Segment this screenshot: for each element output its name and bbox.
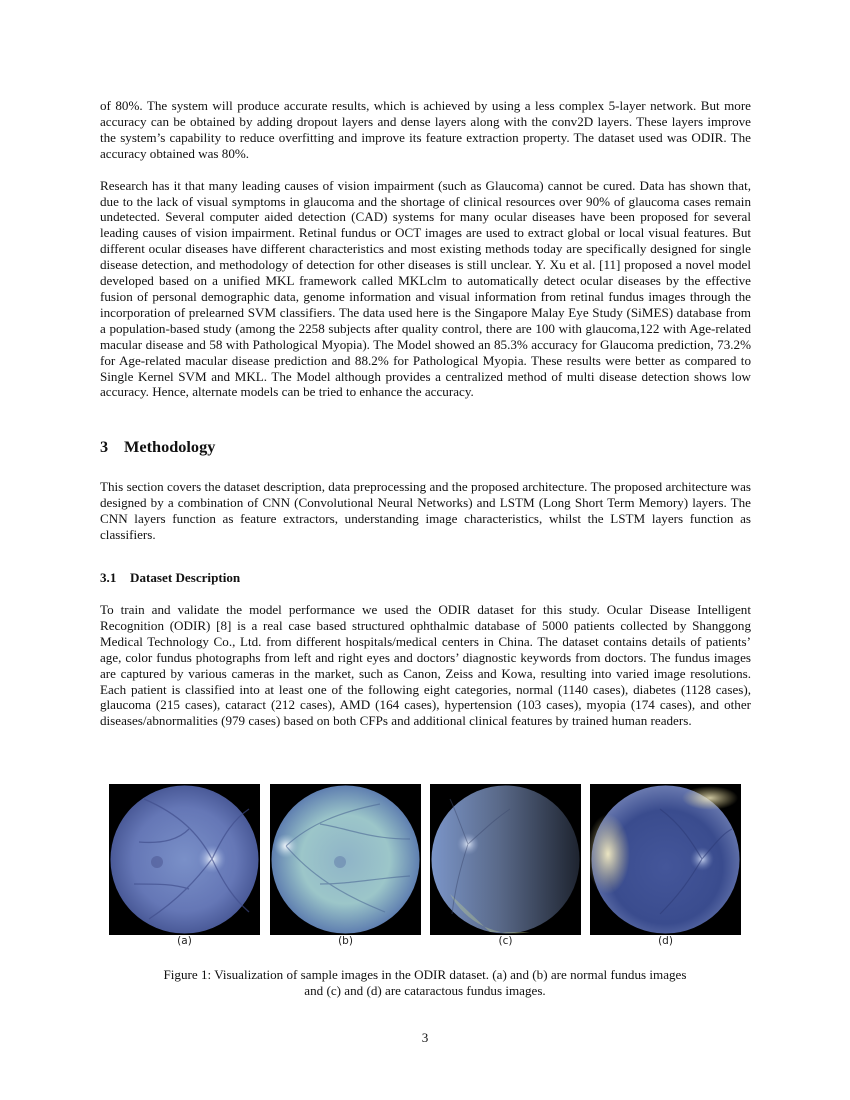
page-number: 3 bbox=[421, 1030, 429, 1045]
subsection-number: 3.1 bbox=[100, 570, 117, 585]
sublabel-a: (a) bbox=[177, 935, 192, 947]
figure-images bbox=[109, 784, 741, 936]
subsection-heading bbox=[100, 570, 240, 586]
section-title: Methodology bbox=[124, 437, 216, 456]
subsection-title: Dataset Description bbox=[130, 570, 241, 585]
fundus-image-d bbox=[590, 784, 741, 935]
dataset-text-block bbox=[100, 602, 751, 729]
section-number: 3 bbox=[100, 437, 109, 456]
body-text-block bbox=[100, 98, 751, 400]
figure-caption: Figure 1: Visualization of sample images in the ODIR dataset. (a) and (b) are normal fundus images and (c) and (d) are cataractous fundus images. bbox=[163, 967, 687, 998]
sublabel-d: (d) bbox=[658, 935, 673, 947]
paragraph-related-work: Research has it that many leading causes of vision impairment (such as Glaucoma) cannot be cured. Data has shown that, due to the lack of visual symptoms in glaucoma and the shortage of clinical resources over 90% of glaucoma cases remain undetected. Several computer aided detection (CAD) systems for many ocular diseases have been proposed for several leading causes of vision impairment. Retinal fundus or OCT images are used to extract global or local visual features. But different ocular diseases have different characteristics and most existing methods today are specifically designed for single disease detection, and methodology of detection for other diseases is still unclear. Y. Xu et al. [11] proposed a novel model developed based on a unified MKL framework called MKLclm to automatically detect ocular diseases by the effective fusion of personal demographic data, genome information and visual information from retinal fundus images through the incorporation of prelearned SVM classifiers. The data used here is the Singapore Malay Eye Study (SiMES) database from a population-based study (among the 2258 subjects after quality control, there are 100 with glaucoma,122 with Age-related macular disease and 58 with Pathological Myopia). The Model showed an 85.3% accuracy for Glaucoma prediction, 73.2% for Age-related macular disease prediction and 88.2% for Pathological Myopia. These results were better as compared to Single Kernel SVM and MKL. The Model although provides a centralized method of multi disease detection shows low accuracy. Hence, alternate models can be tried to enhance the accuracy. bbox=[100, 177, 751, 400]
paragraph-dataset: To train and validate the model performance we used the ODIR dataset for this study. Ocular Disease Intelligent Recognition (ODIR) [8] is a real case based structured ophthalmic database of 5000 patients collected by Shanggong Medical Technology Co., Ltd. from different hospitals/medical centers in China. The dataset contains details of patients’ age, color fundus photographs from left and right eyes and doctors’ diagnostic keywords from doctors. The fundus images are captured by various cameras in the market, such as Canon, Zeiss and Kowa, resulting into varied image resolutions. Each patient is classified into at least one of the following eight categories, normal (1140 cases), diabetes (1128 cases), glaucoma (215 cases), cataract (212 cases), AMD (164 cases), hypertension (103 cases), myopia (174 cases), and other diseases/abnormalities (979 cases) based on both CFPs and additional clinical features by trained human readers. bbox=[100, 602, 751, 729]
fundus-image-c bbox=[430, 784, 581, 935]
section-intro-block bbox=[100, 479, 751, 543]
section-heading bbox=[100, 437, 215, 457]
sublabel-c: (c) bbox=[498, 935, 513, 947]
paragraph-methodology: This section covers the dataset description, data preprocessing and the proposed architecture. The proposed architecture was designed by a combination of CNN (Convolutional Neural Networks) and LSTM (Long Short Term Memory) layers. The CNN layers function as feature extractors, understanding image characteristics, whilst the LSTM layers function as classifiers. bbox=[100, 479, 751, 542]
fundus-image-a bbox=[109, 784, 260, 935]
paragraph-continued: of 80%. The system will produce accurate results, which is achieved by using a less complex 5-layer network. But more accuracy can be obtained by adding dropout layers and dense layers along with the conv2D layers. These layers improve the system’s capability to reduce overfitting and improve its feature extraction property. The dataset used was ODIR. The accuracy obtained was 80%. bbox=[100, 98, 751, 161]
fundus-image-b bbox=[270, 784, 421, 935]
sublabel-b: (b) bbox=[338, 935, 353, 947]
